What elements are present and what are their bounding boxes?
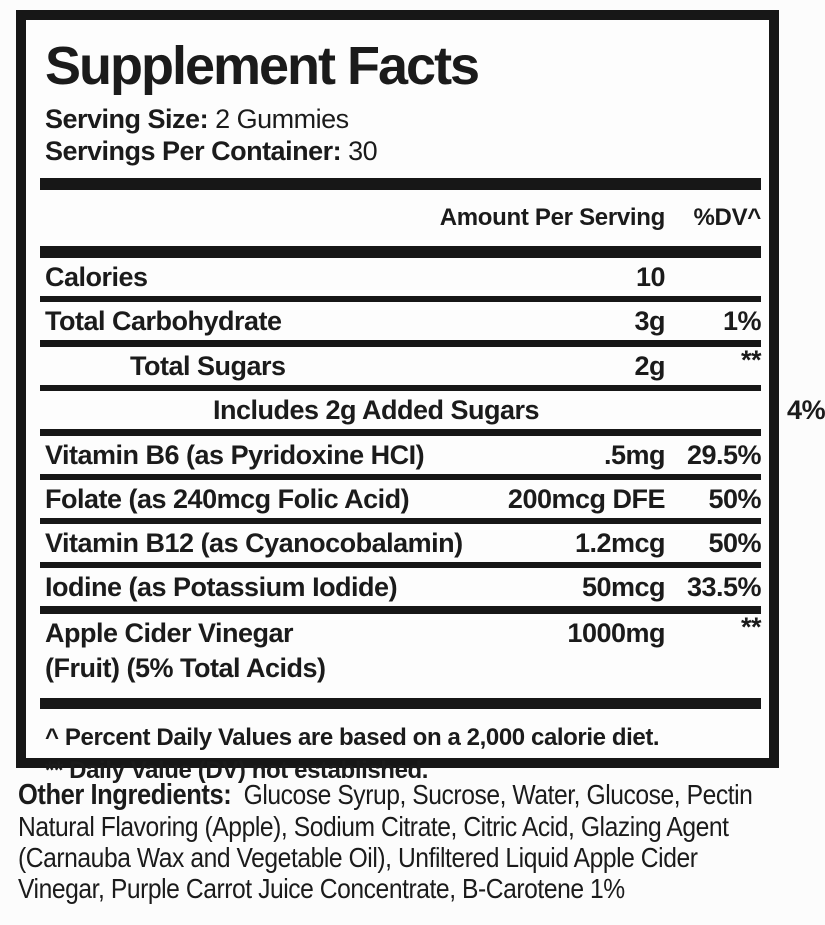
other-ingredients-line (18, 779, 792, 811)
other-ingredients-line: Vinegar, Purple Carrot Juice Concentrate, B-Carotene 1% (18, 873, 625, 904)
footnote-percent-dv: ^ Percent Daily Values are based on a 2,000 calorie diet. (45, 724, 660, 751)
nutrient-dv: 50% (708, 484, 761, 514)
row-divider (40, 606, 761, 614)
other-ingredients-line: (Carnauba Wax and Vegetable Oil), Unfiltered Liquid Apple Cider (18, 842, 698, 873)
row-total-sugars (40, 347, 761, 385)
nutrient-amount: 200mcg DFE (507, 484, 665, 514)
nutrient-amount: 1.2mcg (574, 528, 665, 558)
nutrient-name: Vitamin B6 (as Pyridoxine HCI) (45, 440, 425, 470)
other-ingredients-text: Glucose Syrup, Sucrose, Water, Glucose, Pectin (243, 779, 753, 810)
divider-heavy-header (40, 246, 761, 258)
row-total-carbohydrate (40, 302, 761, 340)
nutrient-amount: 2g (634, 351, 665, 381)
nutrient-amount: 50mcg (581, 572, 665, 602)
other-ingredients-label: Other Ingredients: (18, 779, 232, 811)
divider-heavy-footnote (40, 698, 761, 709)
nutrient-dv: 1% (722, 306, 761, 336)
nutrient-name: Vitamin B12 (as Cyanocobalamin) (45, 528, 463, 558)
row-apple-cider-vinegar (40, 614, 761, 652)
nutrient-dv: ** (740, 345, 761, 375)
serving-size-label: Serving Size: (45, 104, 209, 134)
nutrient-dv: 29.5% (686, 440, 761, 470)
apple-cider-vinegar-subline: (Fruit) (5% Total Acids) (45, 653, 326, 683)
nutrient-name: Calories (45, 262, 148, 292)
row-folate (40, 480, 761, 518)
other-ingredients (18, 779, 792, 904)
row-added-sugars (40, 391, 825, 429)
servings-per-container-label: Servings Per Container: (45, 136, 342, 166)
row-iodine (40, 568, 761, 606)
serving-size-value: 2 Gummies (215, 104, 349, 134)
divider-heavy-top (40, 178, 761, 190)
row-divider (40, 340, 761, 347)
footnote-dv-not-established: ** Daily Value (DV) not established. (45, 757, 429, 784)
nutrient-name: Total Carbohydrate (45, 306, 282, 336)
nutrient-dv: 4% (787, 395, 825, 425)
serving-size-line (45, 104, 761, 134)
dv-header: %DV^ (693, 204, 761, 231)
nutrient-name: Total Sugars (130, 351, 286, 381)
panel-title: Supplement Facts (45, 36, 479, 96)
amount-per-serving-header: Amount Per Serving (439, 204, 665, 231)
servings-per-container-value: 30 (348, 136, 378, 166)
nutrient-dv: 33.5% (686, 572, 761, 602)
nutrient-amount: .5mg (603, 440, 665, 470)
row-calories (40, 258, 761, 296)
nutrient-name: Iodine (as Potassium Iodide) (45, 572, 398, 602)
nutrient-amount: 3g (634, 306, 665, 336)
row-vitamin-b12 (40, 524, 761, 562)
nutrient-rows (40, 258, 825, 694)
supplement-facts-panel (16, 10, 825, 784)
row-divider (40, 429, 761, 436)
other-ingredients-line: Natural Flavoring (Apple), Sodium Citrate, Citric Acid, Glazing Agent (18, 811, 729, 842)
nutrient-name: Folate (as 240mcg Folic Acid) (45, 484, 410, 514)
nutrient-amount: 10 (635, 262, 665, 292)
nutrient-name: Includes 2g Added Sugars (213, 395, 540, 425)
column-header-row (40, 190, 761, 246)
servings-per-container-line (45, 136, 761, 166)
row-vitamin-b6 (40, 436, 761, 474)
footnotes (40, 709, 761, 787)
nutrient-name: Apple Cider Vinegar (45, 618, 294, 648)
nutrient-dv: ** (740, 612, 761, 642)
nutrient-dv: 50% (708, 528, 761, 558)
nutrient-amount: 1000mg (567, 618, 665, 648)
